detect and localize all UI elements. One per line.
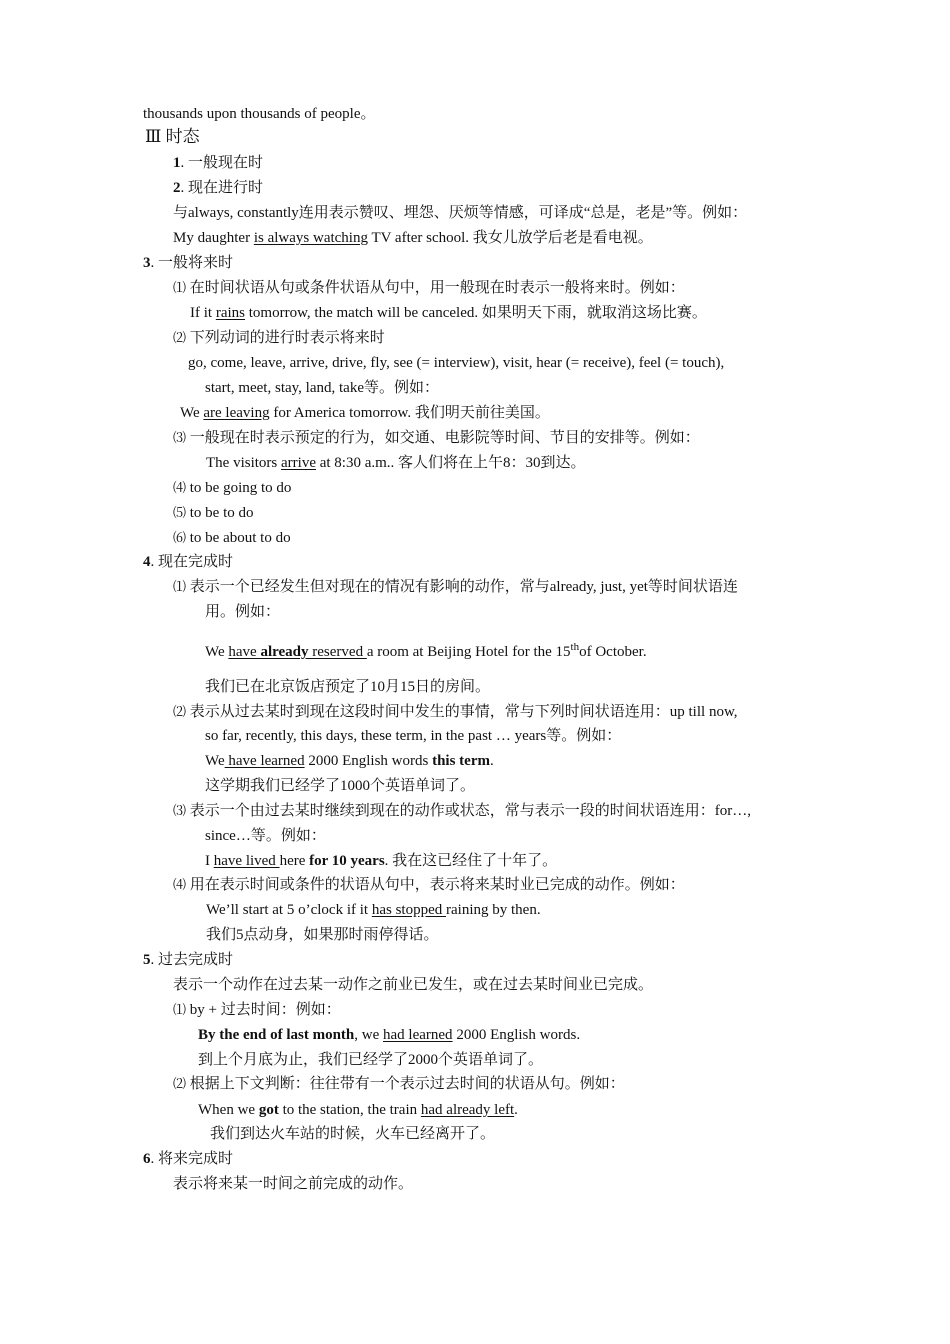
subsection-heading	[143, 1149, 233, 1169]
example-line	[205, 751, 494, 771]
item-marker: ⑵	[173, 1076, 187, 1091]
list-item	[173, 1000, 341, 1020]
subsection-heading	[143, 552, 233, 572]
text-line: 与always, constantly连用表示赞叹、埋怨、厌烦等情感，可译成“总是，老是”等。例如：	[173, 205, 748, 221]
ordinal-suffix: th	[570, 641, 580, 653]
example-text: My daughter	[173, 230, 254, 246]
item-text: 一般现在时表示预定的行为，如交通、电影院等时间、节目的安排等。例如：	[186, 430, 700, 446]
heading-text: . 过去完成时	[150, 952, 234, 968]
list-item	[173, 528, 291, 548]
underlined-verb: had learned	[383, 1027, 453, 1043]
text-line: 表示将来某一时间之前完成的动作。	[173, 1176, 414, 1192]
example-text: The visitors	[206, 455, 281, 471]
item-text: 表示一个已经发生但对现在的情况有影响的动作，常与already, just, yet等时间状语连	[186, 579, 738, 595]
underlined-verb: have	[228, 644, 261, 660]
item-marker: ⑵	[173, 330, 187, 345]
item-text: to be going to do	[186, 480, 292, 496]
example-text: . 我在这已经住了十年了。	[384, 853, 558, 869]
underlined-verb: is always watching	[253, 230, 368, 246]
item-text: by + 过去时间：例如：	[186, 1002, 341, 1018]
subsection-heading	[143, 950, 233, 970]
example-line	[180, 403, 550, 423]
example-text: We	[205, 644, 229, 660]
text-line: go, come, leave, arrive, drive, fly, see (= interview), visit, hear (= receive), feel (= touch),	[188, 355, 725, 371]
heading-text: . 一般将来时	[150, 255, 234, 271]
translation-line: 到上个月底为止，我们已经学了2000个英语单词了。	[198, 1052, 544, 1068]
list-item	[173, 801, 751, 821]
example-text: , we	[354, 1027, 384, 1043]
text-line: start, meet, stay, land, take等。例如：	[205, 380, 439, 396]
example-text: to the station, the train	[278, 1102, 421, 1118]
example-text: .	[514, 1102, 518, 1118]
underlined-verb: are leaving	[203, 405, 270, 421]
example-text: here	[279, 853, 310, 869]
bold-adverb: already	[260, 644, 309, 660]
example-line	[205, 851, 557, 871]
item-marker: ⑷	[173, 480, 187, 495]
list-item	[173, 702, 738, 722]
list-item	[173, 1074, 625, 1094]
example-line	[206, 900, 541, 920]
example-text: We’ll start at 5 o’clock if it	[206, 902, 372, 918]
item-number: 5	[143, 952, 151, 968]
item-marker: ⑶	[173, 430, 187, 445]
example-text: 2000 English words	[304, 753, 433, 769]
section-heading: Ⅲ 时态	[145, 127, 200, 146]
item-marker: ⑴	[173, 1002, 187, 1017]
text-line: 用。例如：	[205, 604, 281, 620]
item-text: to be to do	[186, 505, 254, 521]
subsection-heading	[143, 253, 233, 273]
example-line	[198, 1025, 580, 1045]
list-item	[173, 577, 738, 597]
example-text: If it	[190, 305, 216, 321]
example-text: TV after school. 我女儿放学后老是看电视。	[367, 230, 653, 246]
underlined-verb: rains	[215, 305, 245, 321]
underlined-verb: reserved	[308, 644, 367, 660]
example-line	[190, 303, 707, 323]
translation-line: 这学期我们已经学了1000个英语单词了。	[205, 778, 476, 794]
item-marker: ⑷	[173, 877, 187, 892]
heading-text: . 现在进行时	[180, 180, 264, 196]
item-text: 表示一个由过去某时继续到现在的动作或状态，常与表示一段的时间状语连用：for…,	[186, 803, 752, 819]
item-number: 1	[173, 155, 181, 171]
example-text: We	[205, 753, 225, 769]
example-text: raining by then.	[446, 902, 541, 918]
subsection-heading	[173, 153, 263, 173]
example-text: When we	[198, 1102, 259, 1118]
underlined-verb: had already left	[420, 1102, 515, 1118]
item-marker: ⑹	[173, 530, 187, 545]
item-text: 在时间状语从句或条件状语从句中，用一般现在时表示一般将来时。例如：	[186, 280, 685, 296]
list-item	[173, 328, 385, 348]
underlined-verb: arrive	[281, 455, 316, 471]
item-marker: ⑶	[173, 803, 187, 818]
subsection-heading	[173, 178, 263, 198]
text-line: thousands upon thousands of people。	[143, 106, 376, 122]
heading-text: . 一般现在时	[180, 155, 264, 171]
list-item	[173, 478, 291, 498]
heading-text: . 将来完成时	[150, 1151, 234, 1167]
heading-text: . 现在完成时	[150, 554, 234, 570]
item-text: 下列动词的进行时表示将来时	[186, 330, 385, 346]
text-line: since…等。例如：	[205, 828, 326, 844]
example-line	[206, 453, 586, 473]
list-item	[173, 278, 685, 298]
underlined-verb: have lived	[213, 853, 280, 869]
bold-phrase: for 10 years	[309, 853, 385, 869]
underlined-verb: has stopped	[371, 902, 446, 918]
bold-phrase: got	[258, 1102, 279, 1118]
item-text: to be about to do	[186, 530, 291, 546]
example-line	[173, 228, 653, 248]
example-text: for America tomorrow. 我们明天前往美国。	[269, 405, 550, 421]
underlined-verb: have learned	[224, 753, 305, 769]
translation-line: 我们已在北京饭店预定了10月15日的房间。	[205, 679, 491, 695]
example-text: I	[205, 853, 214, 869]
item-marker: ⑴	[173, 280, 187, 295]
example-text: a room at Beijing Hotel for the 15	[366, 644, 571, 660]
item-number: 6	[143, 1151, 151, 1167]
example-text: .	[489, 753, 494, 769]
item-text: 表示从过去某时到现在这段时间中发生的事情，常与下列时间状语连用：up till now,	[186, 704, 738, 720]
item-marker: ⑵	[173, 704, 187, 719]
example-line	[205, 642, 647, 662]
example-text: of October.	[579, 644, 647, 660]
bold-phrase: By the end of last month	[198, 1027, 355, 1043]
text-line: 表示一个动作在过去某一动作之前业已发生，或在过去某时间业已完成。	[173, 977, 654, 993]
item-number: 3	[143, 255, 151, 271]
item-number: 4	[143, 554, 151, 570]
example-text: tomorrow, the match will be canceled. 如果明天下雨，就取消这场比赛。	[245, 305, 707, 321]
example-text: We	[180, 405, 204, 421]
translation-line: 我们到达火车站的时候，火车已经离开了。	[210, 1126, 496, 1142]
list-item	[173, 428, 700, 448]
example-line	[198, 1100, 518, 1120]
item-number: 2	[173, 180, 181, 196]
list-item	[173, 875, 685, 895]
list-item	[173, 503, 254, 523]
item-text: 用在表示时间或条件的状语从句中，表示将来某时业已完成的动作。例如：	[186, 877, 685, 893]
text-line: so far, recently, this days, these term, in the past … years等。例如：	[205, 728, 622, 744]
example-text: 2000 English words.	[452, 1027, 581, 1043]
example-text: at 8:30 a.m.. 客人们将在上午8：30到达。	[315, 455, 586, 471]
translation-line: 我们5点动身，如果那时雨停得话。	[206, 927, 439, 943]
item-marker: ⑸	[173, 505, 187, 520]
item-marker: ⑴	[173, 579, 187, 594]
bold-phrase: this term	[432, 753, 490, 769]
item-text: 根据上下文判断：往往带有一个表示过去时间的状语从句。例如：	[186, 1076, 625, 1092]
